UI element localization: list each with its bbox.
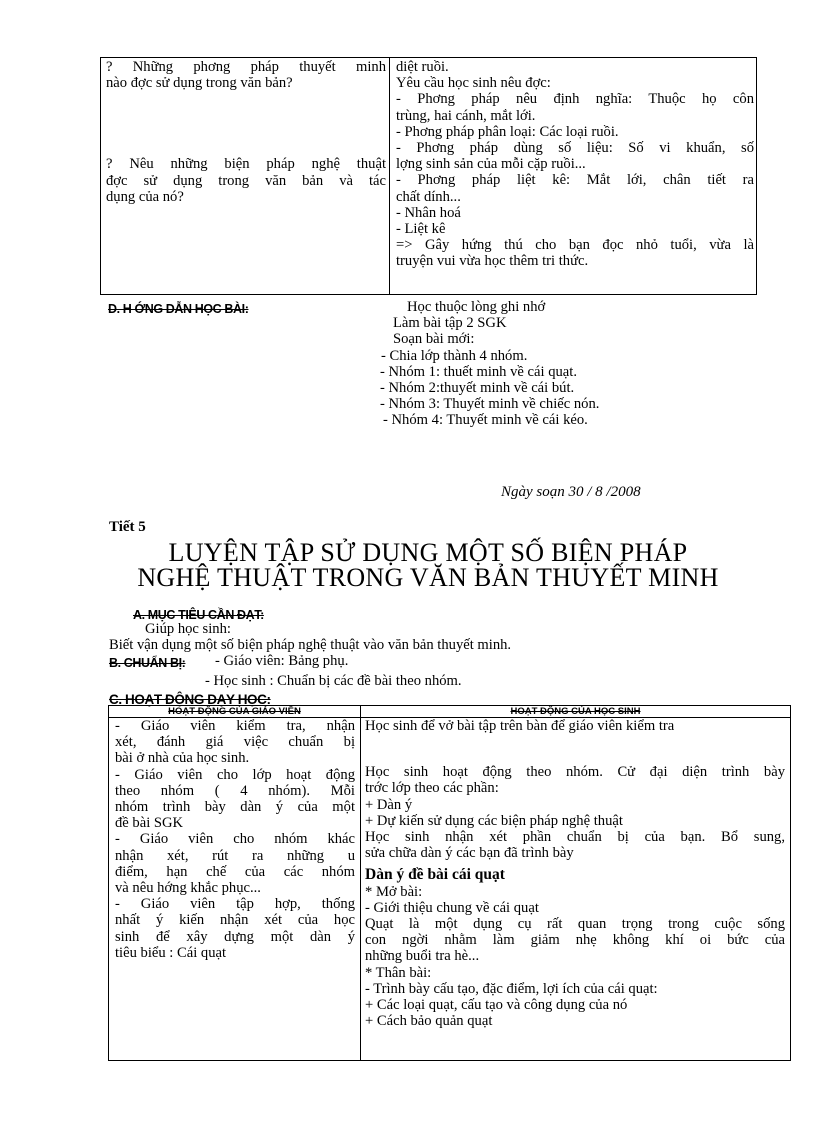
teacher-activity-line: đề bài SGK	[115, 815, 184, 832]
homework-line: Soạn bài mới:	[393, 331, 475, 348]
teacher-activity-line: - Giáo viên cho nhóm khác	[115, 831, 355, 848]
question-2-line-2: đợc sử dụng trong văn bản và tác	[106, 172, 386, 189]
homework-line: Học thuộc lòng ghi nhớ	[407, 299, 546, 315]
question-2-line-1: ? Nêu những biện pháp nghệ thuật	[106, 156, 386, 173]
student-activity-line: - Trình bày cấu tạo, đặc điểm, lợi ích của cái quạt:	[365, 980, 658, 997]
student-activity-line: Học sinh hoạt động theo nhóm. Cử đại diện trình bày	[365, 764, 785, 781]
question-1-line-2: nào đợc sử dụng trong văn bản?	[106, 75, 293, 92]
student-activity-line: - Giới thiệu chung về cái quạt	[365, 899, 539, 916]
answer-line: - Phơng pháp dùng số liệu: Số vi khuẩn, số	[396, 140, 754, 157]
teacher-activities-header: HOẠT ĐỘNG CỦA GIÁO VIÊN	[168, 706, 301, 717]
answer-line: truyện vui vừa học thêm tri thức.	[396, 253, 589, 270]
homework-line: - Nhóm 2:thuyết minh về cái bút.	[380, 380, 575, 397]
answer-line: trùng, hai cánh, mắt lới.	[396, 107, 536, 124]
teacher-activity-line: - Giáo viên kiểm tra, nhận	[115, 718, 355, 734]
teacher-activity-line: nhất ý kiến nhận xét của học	[115, 912, 355, 929]
answer-line: Yêu cầu học sinh nêu đợc:	[396, 75, 551, 92]
preparation-date: Ngày soạn 30 / 8 /2008	[501, 484, 641, 500]
homework-list	[380, 299, 599, 429]
answer-line: - Phơng pháp phân loại: Các loại ruồi.	[396, 123, 619, 140]
activities-heading: C. HOẠT ĐỘNG DẠY HỌC:	[109, 692, 271, 707]
lesson-table-continued	[100, 57, 757, 295]
student-activity-line: + Cách bảo quản quạt	[365, 1013, 493, 1030]
student-activity-line: + Dự kiến sử dụng các biện pháp nghệ thuật	[365, 812, 623, 829]
student-activity-line: Học sinh nhận xét phần chuẩn bị của bạn. Bổ sung,	[365, 829, 785, 846]
student-activity-line: + Các loại quạt, cấu tạo và công dụng của nó	[365, 997, 628, 1014]
answer-line: - Nhân hoá	[396, 204, 461, 221]
question-2-line-3: dụng của nó?	[106, 188, 184, 205]
preparation-heading: B. CHUẨN BỊ:	[109, 656, 186, 670]
student-activities-header: HOẠT ĐỘNG CỦA HỌC SINH	[510, 706, 641, 717]
objectives-heading: A. MỤC TIÊU CẦN ĐẠT:	[133, 608, 264, 622]
student-activity-line: Học sinh để vở bài tập trên bàn để giáo viên kiểm tra	[365, 718, 675, 734]
teacher-activity-line: - Giáo viên tập hợp, thống	[115, 896, 355, 913]
answer-line: - Liệt kê	[396, 221, 446, 238]
student-activity-line: Quạt là một dụng cụ rất quan trọng trong cuộc sống	[365, 916, 785, 933]
column-divider	[389, 58, 390, 294]
homework-line: Làm bài tập 2 SGK	[393, 315, 507, 332]
teacher-activity-line: bài ở nhà của học sinh.	[115, 750, 250, 767]
homework-line: - Nhóm 4: Thuyết minh về cái kéo.	[383, 412, 588, 429]
teacher-activity-line: và nêu hớng khắc phục...	[115, 880, 261, 897]
homework-line: - Nhóm 3: Thuyết minh về chiếc nón.	[380, 396, 600, 413]
student-activity-line: + Dàn ý	[365, 796, 413, 813]
student-activities-cell	[365, 718, 785, 1029]
student-activity-line: * Thân bài:	[365, 964, 432, 981]
objectives-intro: Giúp học sinh:	[145, 621, 231, 637]
preparation-teacher: - Giáo viên: Bảng phụ.	[215, 653, 349, 669]
student-answers-cell	[396, 59, 754, 270]
student-activity-line: trớc lớp theo các phần:	[365, 780, 499, 797]
lesson-title-line-2: NGHỆ THUẬT TRONG VĂN BẢN THUYẾT MINH	[137, 563, 719, 592]
answer-line: => Gây hứng thú cho bạn đọc nhỏ tuổi, vừa là	[396, 237, 754, 254]
objectives-text: Biết vận dụng một số biện pháp nghệ thuật vào văn bản thuyết minh.	[109, 637, 512, 653]
homework-line: - Chia lớp thành 4 nhóm.	[381, 347, 528, 364]
activities-table	[108, 705, 791, 1061]
teacher-questions-cell	[106, 59, 386, 205]
teacher-activity-line: sinh để xây dựng một dàn ý	[115, 928, 355, 945]
answer-line: diệt ruồi.	[396, 59, 449, 75]
student-activity-line: sửa chữa dàn ý các bạn đã trình bày	[365, 845, 574, 862]
answer-line: - Phơng pháp nêu định nghĩa: Thuộc họ côn	[396, 91, 754, 108]
answer-line: - Phơng pháp liệt kê: Mắt lới, chân tiết ra	[396, 172, 754, 189]
student-activity-line: con ngời nhằm làm giảm nhẹ không khí oi bức của	[365, 932, 785, 949]
student-activity-line: * Mở bài:	[365, 883, 423, 900]
answer-line: chất dính...	[396, 188, 461, 205]
teacher-activities-cell	[115, 718, 355, 961]
teacher-activity-line: điểm, hạn chế của các nhóm	[115, 863, 355, 880]
lesson-number: Tiết 5	[109, 519, 146, 535]
column-divider	[360, 706, 361, 1060]
teacher-activity-line: xét, đánh giá việc chuẩn bị	[115, 734, 355, 751]
teacher-activity-line: tiêu biểu : Cái quạt	[115, 944, 227, 961]
student-activity-line: những buổi tra hè...	[365, 948, 480, 965]
teacher-activity-line: nhận xét, rút ra những u	[115, 847, 355, 864]
teacher-activity-line: - Giáo viên cho lớp hoạt động	[115, 766, 355, 783]
lesson-title-line-1: LUYỆN TẬP SỬ DỤNG MỘT SỐ BIỆN PHÁP	[168, 538, 688, 567]
homework-heading: D. H ỚNG DẪN HỌC BÀI:	[108, 302, 249, 316]
teacher-activity-line: theo nhóm ( 4 nhóm). Mỗi	[115, 782, 355, 799]
outline-title: Dàn ý đề bài cái quạt	[365, 866, 505, 884]
teacher-activity-line: nhóm trình bày dàn ý của một	[115, 799, 355, 816]
answer-line: lợng sinh sản của mỗi cặp ruồi...	[396, 156, 586, 173]
homework-line: - Nhóm 1: thuết minh về cái quạt.	[380, 363, 577, 380]
question-1-line-1: ? Những phơng pháp thuyết minh	[106, 59, 386, 75]
preparation-students: - Học sinh : Chuẩn bị các đề bài theo nhóm.	[205, 673, 462, 689]
